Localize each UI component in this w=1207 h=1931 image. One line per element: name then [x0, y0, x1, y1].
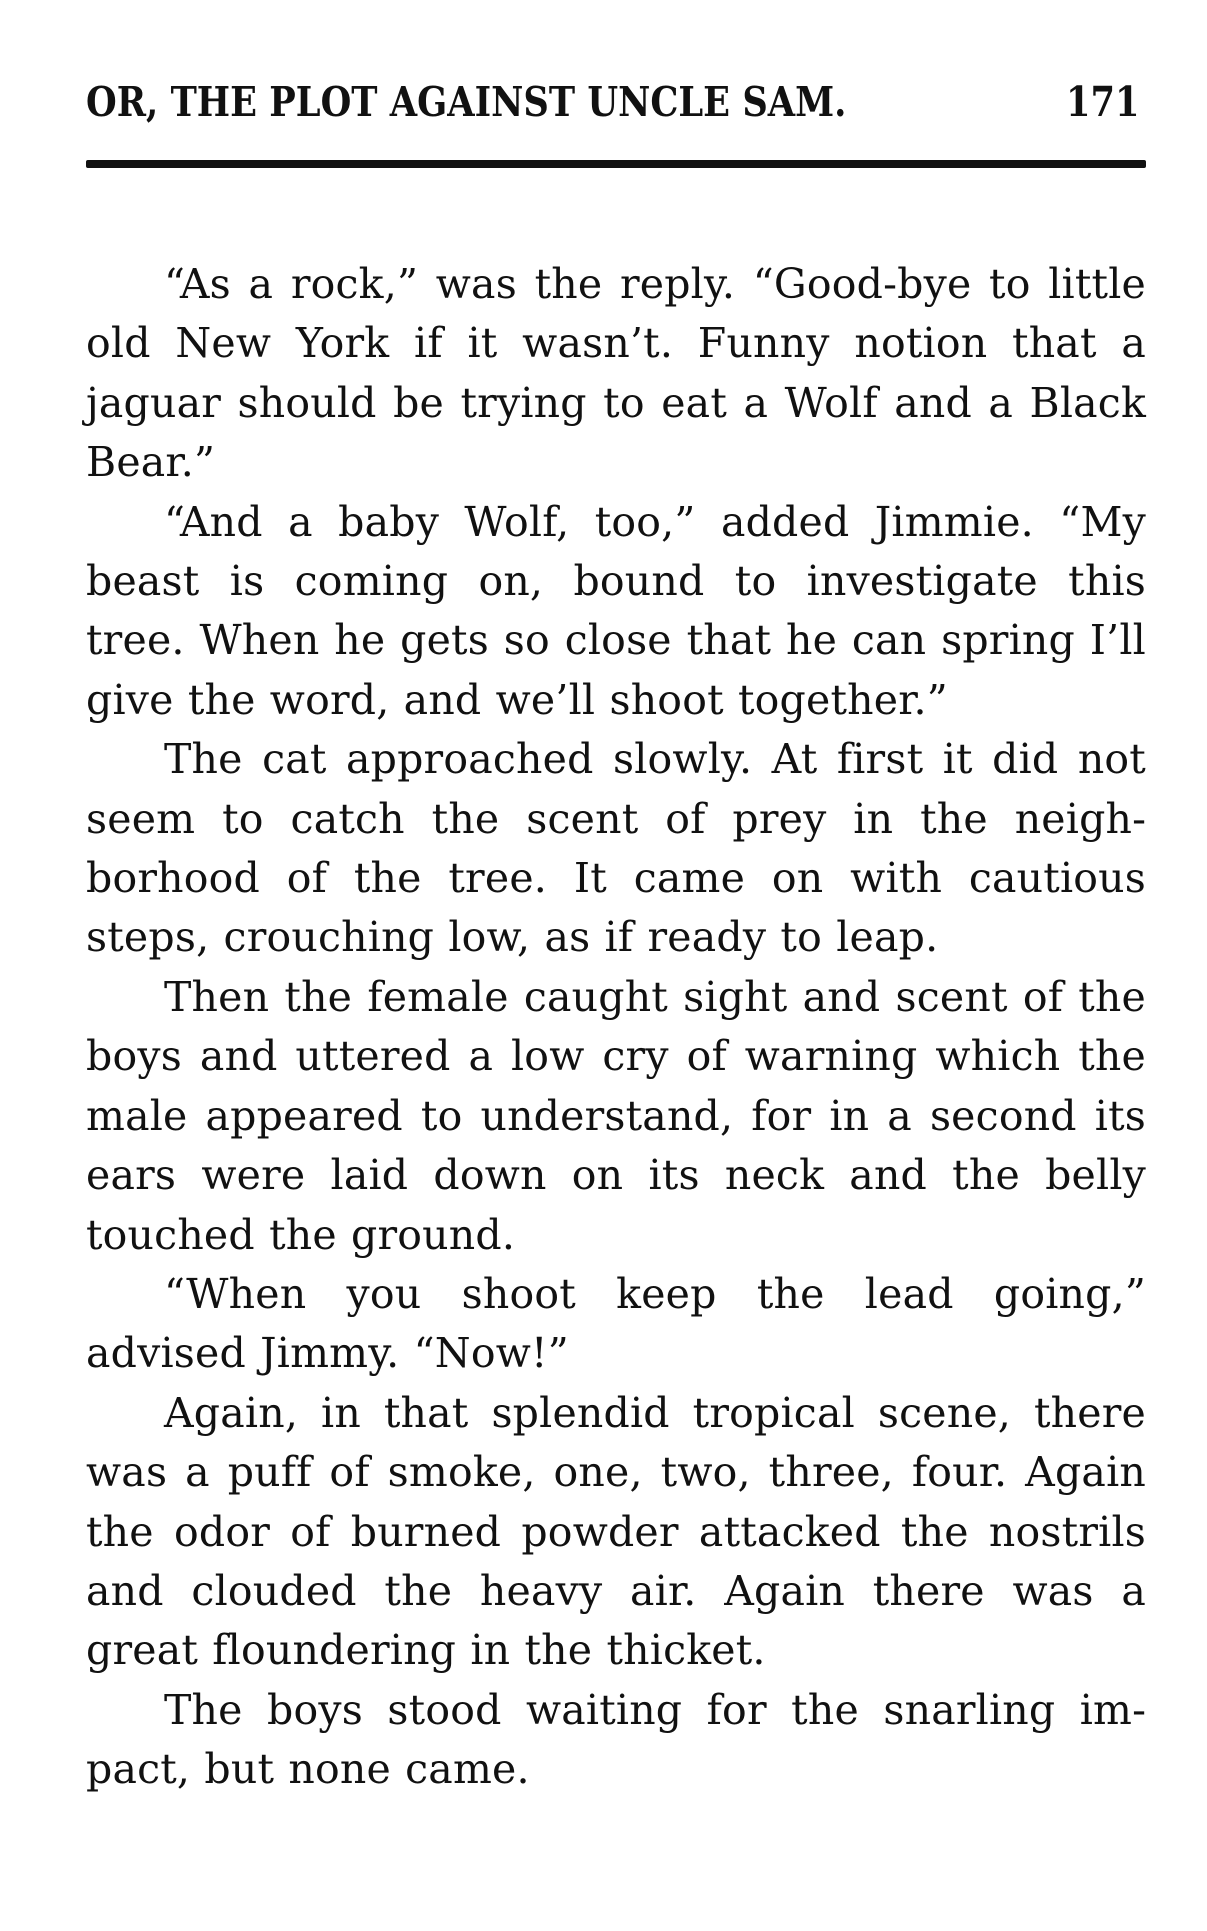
- running-head: [86, 72, 1146, 132]
- paragraph: “When you shoot keep the lead going,” advised Jimmy. “Now!”: [86, 1269, 1146, 1378]
- paragraph: Then the female caught sight and scent of the boys and uttered a low cry of warning which the male appeared to understand, for in a second its ears were laid down on its neck and the belly touched the ground.: [86, 972, 1146, 1259]
- body-text: [86, 255, 1146, 1800]
- paragraph: “And a baby Wolf, too,” added Jimmie. “My beast is coming on, bound to investigate this tree. When he gets so close that he can spring I’ll give the word, and we’ll shoot together.”: [86, 497, 1146, 724]
- page-number: 171: [1066, 78, 1140, 126]
- paragraph: Again, in that splendid tropical scene, there was a puff of smoke, one, two, three, four. Again the odor of burned powder attacked the nostrils and clouded the heavy air. Again there was a great floundering in the thicket.: [86, 1388, 1146, 1675]
- paragraph: The cat approached slowly. At first it did not seem to catch the scent of prey in the neighborhood of the tree. It came on with cautious steps, crouching low, as if ready to leap.: [86, 735, 1146, 962]
- paragraph: The boys stood waiting for the snarling impact, but none came.: [86, 1685, 1146, 1794]
- header-rule: [86, 160, 1146, 168]
- running-title: OR, THE PLOT AGAINST UNCLE SAM.: [86, 78, 847, 126]
- paragraph: “As a rock,” was the reply. “Good-bye to little old New York if it wasn’t. Funny notion that a jaguar should be trying to eat a Wolf and a Black Bear.”: [86, 260, 1146, 487]
